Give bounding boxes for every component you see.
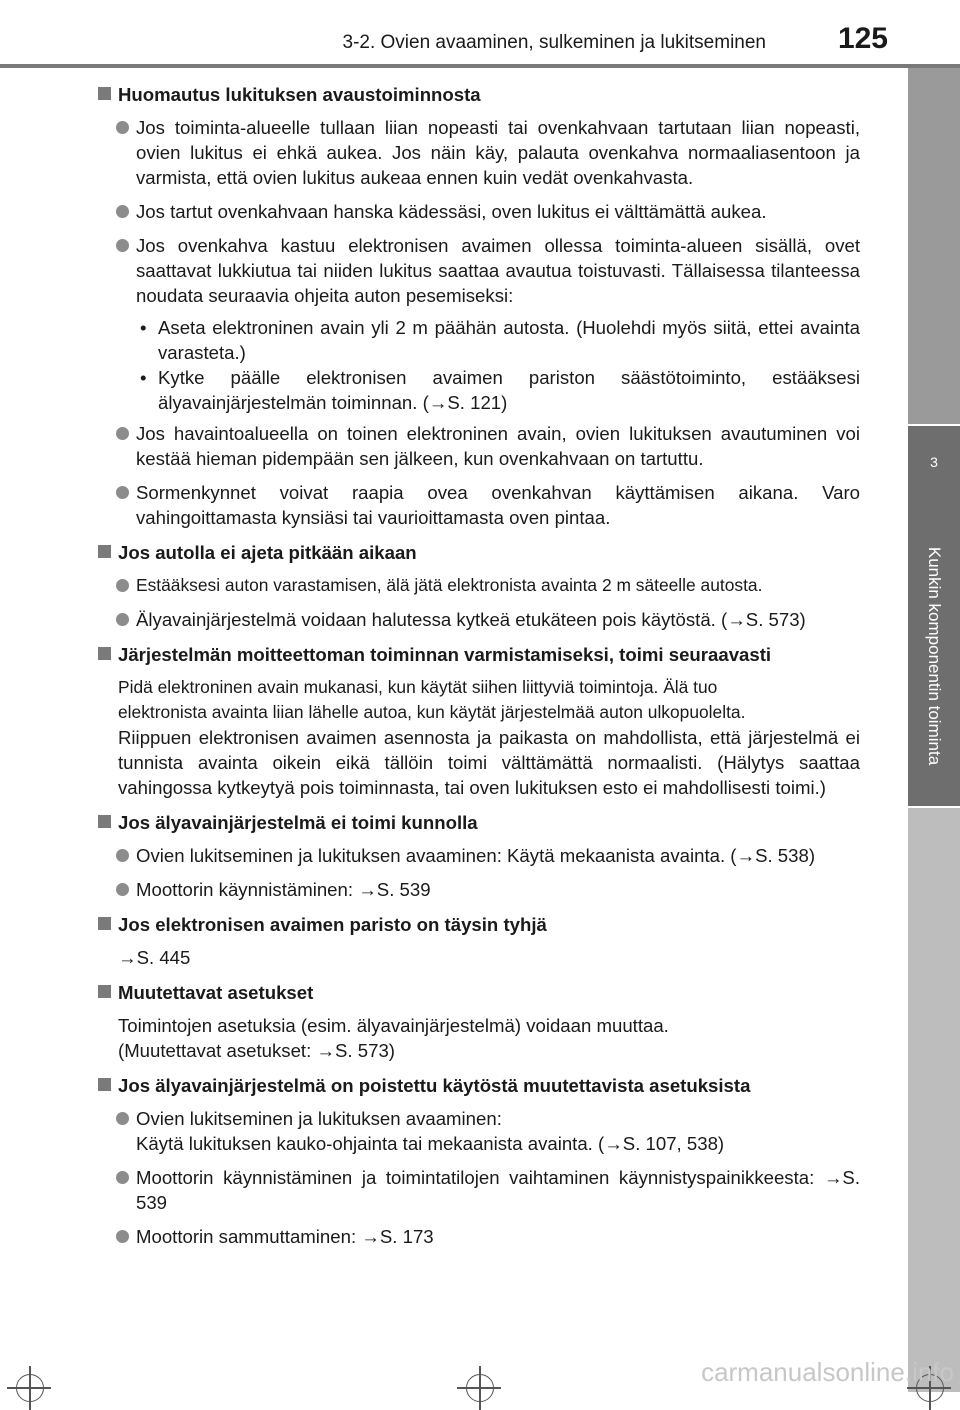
section-heading: Jos autolla ei ajeta pitkään aikaan <box>96 540 860 565</box>
watermark: carmanualsonline.info <box>701 1357 954 1387</box>
round-bullet-icon <box>116 427 129 440</box>
list-item: Estääksesi auton varastamisen, älä jätä elektronista avainta 2 m säteelle autosta. <box>96 573 860 598</box>
section-customization <box>96 980 860 1063</box>
list-item: Moottorin sammuttaminen: →S. 173 <box>96 1224 860 1249</box>
section-title: 3-2. Ovien avaaminen, sulkeminen ja lukitseminen <box>342 32 766 53</box>
chapter-number: 3 <box>930 454 938 470</box>
list-item: Moottorin käynnistäminen: →S. 539 <box>96 877 860 902</box>
section-malfunction <box>96 810 860 902</box>
side-tab-lower <box>908 808 960 1392</box>
section-battery-empty <box>96 912 860 970</box>
page-header <box>0 0 960 70</box>
round-bullet-icon <box>116 121 129 134</box>
section-heading: Jos elektronisen avaimen paristo on täysin tyhjä <box>96 912 860 937</box>
round-bullet-icon <box>116 486 129 499</box>
round-bullet-icon <box>116 613 129 626</box>
square-bullet-icon <box>98 545 111 558</box>
round-bullet-icon <box>116 1112 129 1125</box>
chapter-label: Kunkin komponentin toiminta <box>925 546 944 766</box>
section-heading: Jos älyavainjärjestelmä on poistettu käytöstä muutettavista asetuksista <box>96 1073 860 1098</box>
list-item: Ovien lukitseminen ja lukituksen avaaminen: Käytä lukituksen kauko-ohjainta tai mekaanista avainta. (→S. 107, 538) <box>96 1106 860 1156</box>
list-item: Jos ovenkahva kastuu elektronisen avaimen ollessa toiminta-alueen sisällä, ovet saattavat lukkiutua tai niiden lukitus saattaa avautua toistuvasti. Tällaisessa tilanteessa noudata seuraavia ohjeita auton pesemiseksi: <box>96 233 860 308</box>
paragraph: →S. 445 <box>118 947 191 968</box>
round-bullet-icon <box>116 579 129 592</box>
crop-mark-center-v <box>479 1366 481 1410</box>
square-bullet-icon <box>98 87 111 100</box>
crop-mark-left-v <box>29 1366 31 1410</box>
square-bullet-icon <box>98 647 111 660</box>
paragraph: Toimintojen asetuksia (esim. älyavainjärjestelmä) voidaan muuttaa. (Muutettavat asetukset: →S. 573) <box>118 1015 669 1061</box>
paragraph: Pidä elektroninen avain mukanasi, kun käytät siihen liittyviä toimintoja. Älä tuo elektronista avainta liian lähelle autoa, kun käytät järjestelmää auton ulkopuolelta. Riippuen elektronisen avaimen asennosta ja paikasta on mahdollista, että järjestelmä ei tunnista avainta oikein eikä tällöin toimi välttämättä normaalisti. (Hälytys saattaa vahingossa kytkeytyä pois toiminnasta, tai oven lukituksen esto ei mahdollisesti toimi.) <box>118 677 860 798</box>
list-item: Moottorin käynnistäminen ja toimintatilojen vaihtaminen käynnistyspainikkeesta: →S. 539 <box>96 1165 860 1215</box>
square-bullet-icon <box>98 815 111 828</box>
round-bullet-icon <box>116 205 129 218</box>
list-item: Jos toiminta-alueelle tullaan liian nopeasti tai ovenkahvaan tartutaan liian nopeasti, ovien lukitus ei ehkä aukea. Jos näin käy, palauta ovenkahva normaaliasentoon ja varmista, että ovien lukitus aukeaa ennen kuin vedät ovenkahvasta. <box>96 115 860 190</box>
square-bullet-icon <box>98 917 111 930</box>
square-bullet-icon <box>98 985 111 998</box>
list-item: Sormenkynnet voivat raapia ovea ovenkahvan käyttämisen aikana. Varo vahingoittamasta kynsiäsi tai vaurioittamasta oven pintaa. <box>96 480 860 530</box>
page-content <box>96 82 860 1259</box>
sub-list-item: • Kytke päälle elektronisen avaimen pariston säästötoiminto, estääksesi älyavainjärjestelmän toiminnan. (→S. 121) <box>140 367 860 413</box>
small-dot-icon: • <box>140 317 147 338</box>
side-tab-upper <box>908 68 960 424</box>
round-bullet-icon <box>116 239 129 252</box>
section-heading: Jos älyavainjärjestelmä ei toimi kunnolla <box>96 810 860 835</box>
round-bullet-icon <box>116 1230 129 1243</box>
section-heading: Muutettavat asetukset <box>96 980 860 1005</box>
page-number: 125 <box>837 22 888 55</box>
small-dot-icon: • <box>140 367 147 388</box>
list-item: Jos tartut ovenkahvaan hanska kädessäsi, oven lukitus ei välttämättä aukea. <box>96 199 860 224</box>
section-unlock-note <box>96 82 860 530</box>
section-heading: Järjestelmän moitteettoman toiminnan varmistamiseksi, toimi seuraavasti <box>96 642 860 667</box>
section-long-parking <box>96 540 860 632</box>
list-item: Älyavainjärjestelmä voidaan halutessa kytkeä etukäteen pois käytöstä. (→S. 573) <box>96 607 860 632</box>
list-item: Ovien lukitseminen ja lukituksen avaaminen: Käytä mekaanista avainta. (→S. 538) <box>96 843 860 868</box>
header-rule <box>0 64 960 68</box>
round-bullet-icon <box>116 1171 129 1184</box>
section-disabled-by-settings <box>96 1073 860 1249</box>
sub-list-item: • Aseta elektroninen avain yli 2 m päähän autosta. (Huolehdi myös siitä, ettei avainta varasteta.) <box>140 317 860 363</box>
round-bullet-icon <box>116 849 129 862</box>
section-heading: Huomautus lukituksen avaustoiminnosta <box>96 82 860 107</box>
square-bullet-icon <box>98 1078 111 1091</box>
round-bullet-icon <box>116 883 129 896</box>
section-proper-operation <box>96 642 860 800</box>
sub-list <box>96 315 860 415</box>
chapter-tab <box>908 426 960 806</box>
list-item: Jos havaintoalueella on toinen elektroninen avain, ovien lukituksen avautuminen voi kestää hieman pidempään sen jälkeen, kun ovenkahvaan on tartuttu. <box>96 421 860 471</box>
